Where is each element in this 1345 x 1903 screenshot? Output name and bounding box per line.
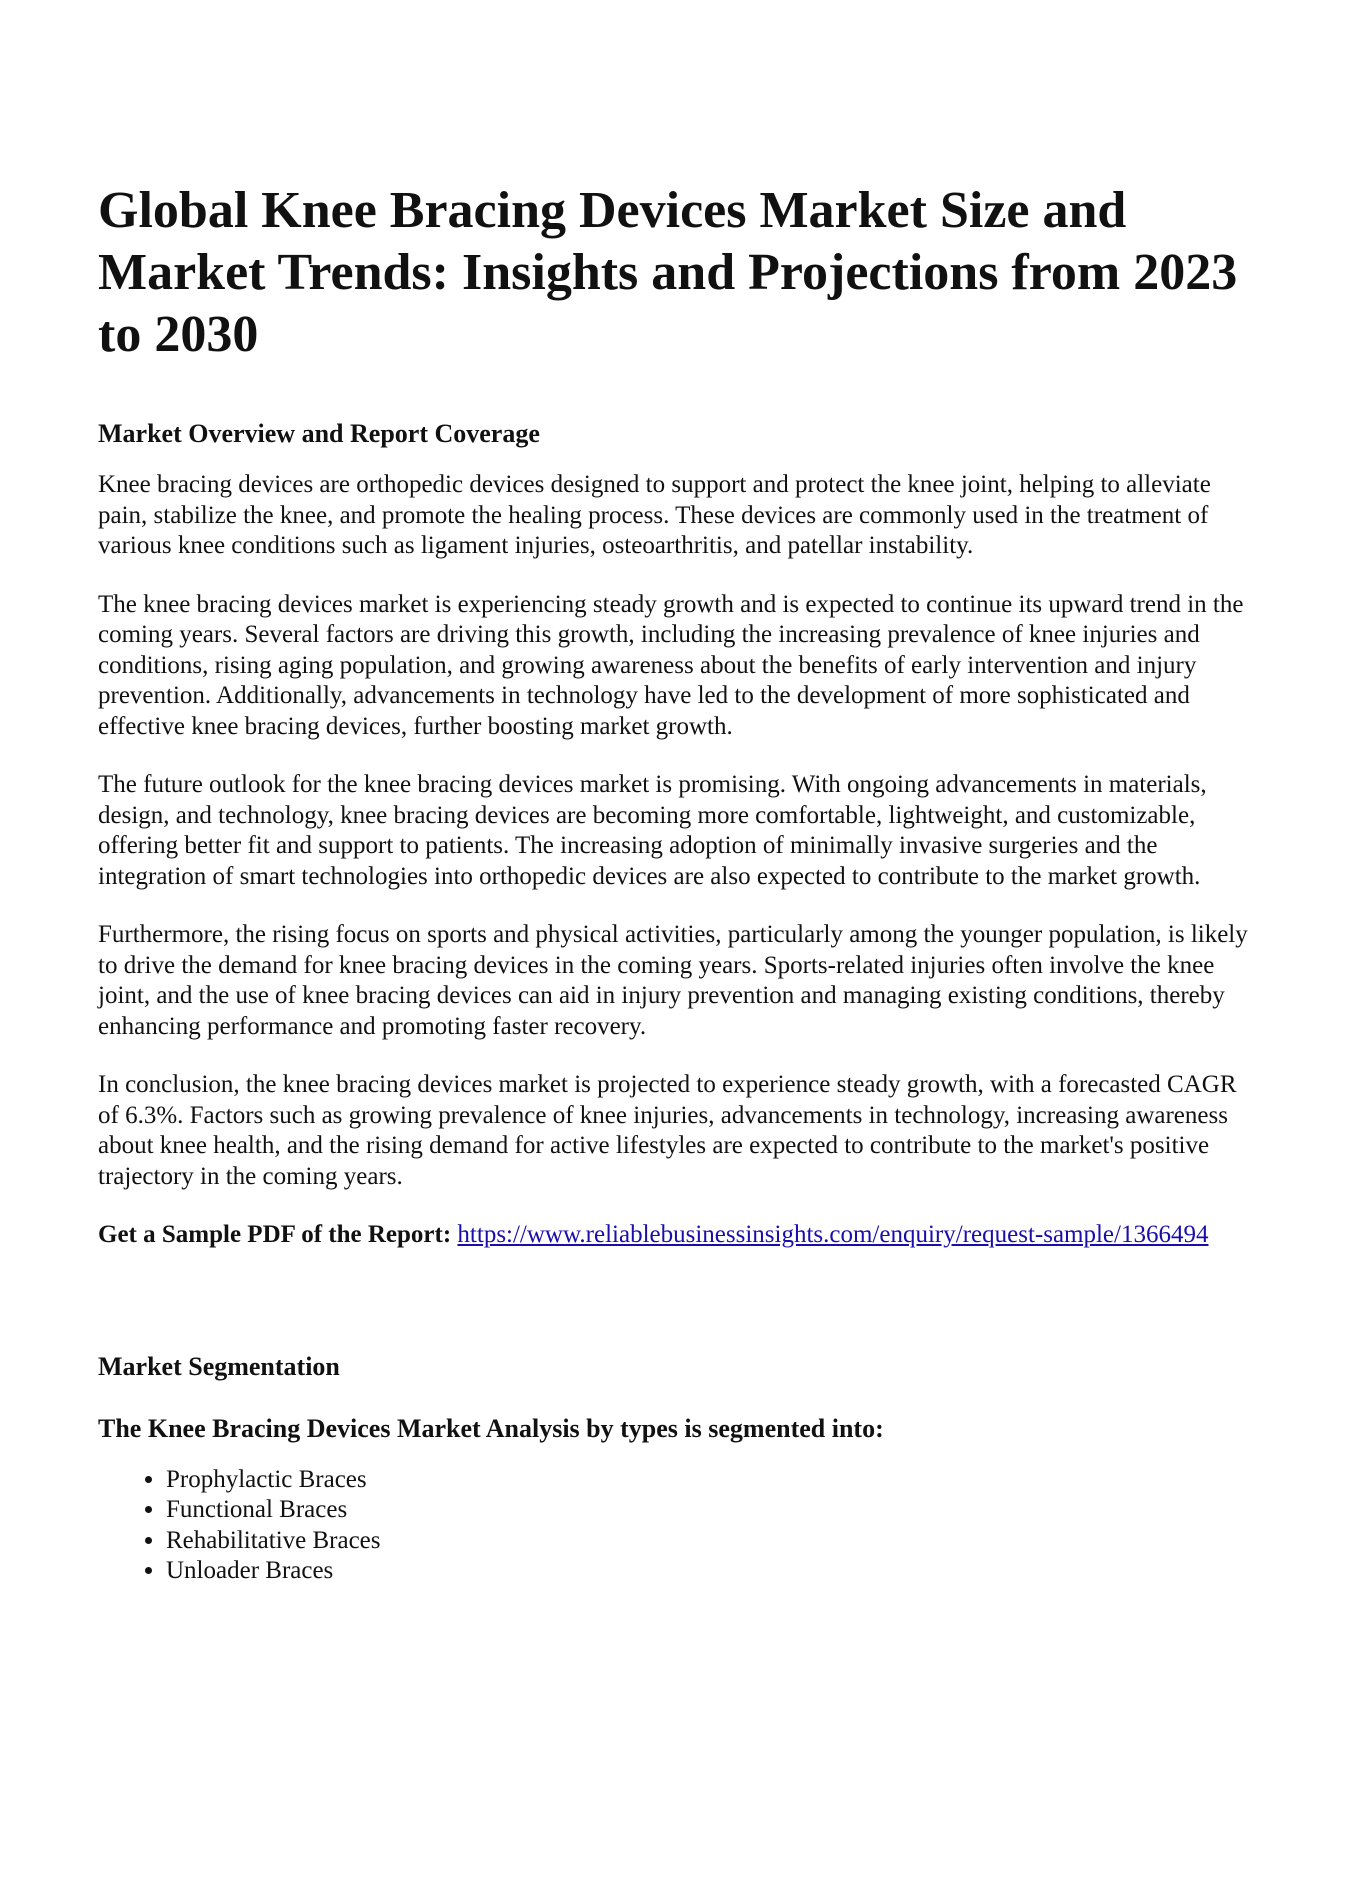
list-item: • Rehabilitative Braces bbox=[166, 1526, 1258, 1557]
types-heading: The Knee Bracing Devices Market Analysis by types is segmented into: bbox=[98, 1413, 884, 1443]
overview-heading: Market Overview and Report Coverage bbox=[98, 419, 540, 448]
list-item: • Unloader Braces bbox=[166, 1556, 1258, 1587]
paragraph-definition: Knee bracing devices are orthopedic devices designed to support and protect the knee joint, helping to alleviate pain, stabilize the knee, and promote the healing process. These devices are commonly used in the treatment of various knee conditions such as ligament injuries, osteoarthritis, and patellar instability. bbox=[98, 471, 1211, 559]
types-list bbox=[98, 1465, 1258, 1587]
list-item: • Prophylactic Braces bbox=[166, 1465, 1258, 1496]
sample-pdf-label: Get a Sample PDF of the Report: bbox=[98, 1221, 452, 1248]
paragraph-conclusion: In conclusion, the knee bracing devices market is projected to experience steady growth, with a forecasted CAGR of 6.3%. Factors such as growing prevalence of knee injuries, advancements in technology, increasing awareness about knee health, and the rising demand for active lifestyles are expected to contribute to the market's positive trajectory in the coming years. bbox=[98, 1071, 1237, 1190]
paragraph-sports: Furthermore, the rising focus on sports and physical activities, particularly among the younger population, is likely to drive the demand for knee bracing devices in the coming years. Sports-related injuries often involve the knee joint, and the use of knee bracing devices can aid in injury prevention and managing existing conditions, thereby enhancing performance and promoting faster recovery. bbox=[98, 921, 1248, 1040]
segmentation-heading: Market Segmentation bbox=[98, 1351, 340, 1381]
document-page bbox=[98, 180, 1258, 1587]
page-title: Global Knee Bracing Devices Market Size and Market Trends: Insights and Projections from 2023 to 2030 bbox=[98, 182, 1238, 363]
paragraph-growth: The knee bracing devices market is experiencing steady growth and is expected to continue its upward trend in the coming years. Several factors are driving this growth, including the increasing prevalence of knee injuries and conditions, rising aging population, and growing awareness about the benefits of early intervention and injury prevention. Additionally, advancements in technology have led to the development of more sophisticated and effective knee bracing devices, further boosting market growth. bbox=[98, 590, 1244, 740]
paragraph-outlook: The future outlook for the knee bracing devices market is promising. With ongoing advancements in materials, design, and technology, knee bracing devices are becoming more comfortable, lightweight, and customizable, offering better fit and support to patients. The increasing adoption of minimally invasive surgeries and the integration of smart technologies into orthopedic devices are also expected to contribute to the market growth. bbox=[98, 771, 1207, 890]
sample-pdf-link[interactable]: https://www.reliablebusinessinsights.com/enquiry/request-sample/1366494 bbox=[457, 1221, 1209, 1248]
list-item: • Functional Braces bbox=[166, 1495, 1258, 1526]
sample-pdf-line bbox=[98, 1220, 1258, 1251]
